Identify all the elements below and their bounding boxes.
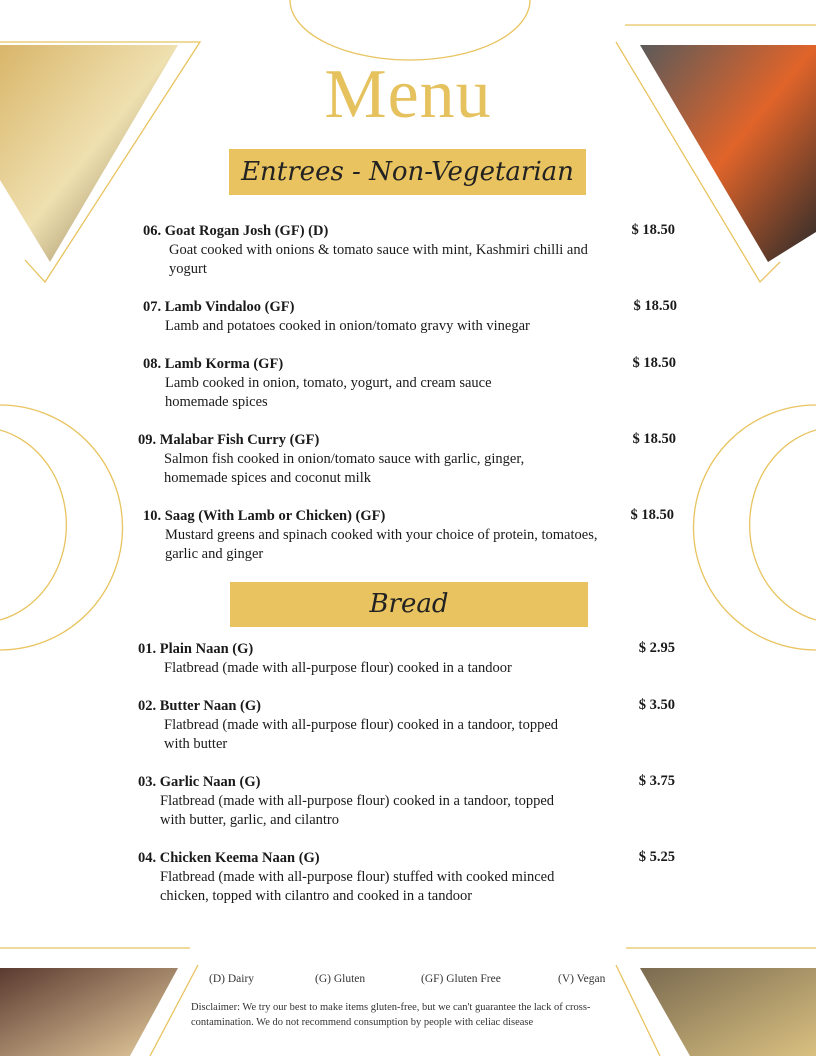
item-name: 08. Lamb Korma (GF) (143, 356, 284, 372)
legend-dairy: (D) Dairy (209, 973, 255, 985)
item-description: Flatbread (made with all-purpose flour) cooked in a tandoor, topped with butter, garlic, and cilantro (160, 793, 555, 828)
naan-photo-bottom-right (640, 968, 816, 1056)
item-name: 04. Chicken Keema Naan (G) (138, 850, 320, 866)
item-price: $ 3.50 (638, 697, 675, 713)
item-price: $ 3.75 (638, 773, 675, 789)
disclaimer: Disclaimer: We try our best to make items gluten-free, but we can't guarantee the lack of cross-contamination. We do not recommend consumption by people with celiac disease (191, 1002, 591, 1028)
item-name: 07. Lamb Vindaloo (GF) (143, 299, 295, 315)
item-description: Flatbread (made with all-purpose flour) cooked in a tandoor (164, 660, 512, 676)
item-price: $ 2.95 (638, 640, 675, 656)
item-description: Salmon fish cooked in onion/tomato sauce with garlic, ginger, homemade spices and coconut milk (164, 451, 525, 486)
item-price: $ 5.25 (638, 849, 675, 865)
item-price: $ 18.50 (630, 507, 674, 523)
item-price: $ 18.50 (632, 355, 676, 371)
menu-title: Menu (324, 56, 492, 133)
bread-photo-bottom-left (0, 968, 178, 1056)
legend-vegan: (V) Vegan (558, 973, 606, 985)
item-description: Lamb cooked in onion, tomato, yogurt, and cream sauce homemade spices (165, 375, 492, 410)
item-name: 03. Garlic Naan (G) (138, 774, 261, 790)
section-heading-bread: Bread (230, 582, 588, 627)
item-description: Mustard greens and spinach cooked with your choice of protein, tomatoes, garlic and ginger (165, 527, 598, 562)
item-description: Flatbread (made with all-purpose flour) stuffed with cooked minced chicken, topped with cilantro and cooked in a tandoor (160, 869, 555, 904)
item-price: $ 18.50 (632, 431, 676, 447)
item-name: 01. Plain Naan (G) (138, 641, 254, 657)
item-description: Flatbread (made with all-purpose flour) cooked in a tandoor, topped with butter (164, 717, 559, 752)
item-name: 10. Saag (With Lamb or Chicken) (GF) (143, 508, 386, 524)
item-name: 09. Malabar Fish Curry (GF) (138, 432, 320, 448)
item-description: Lamb and potatoes cooked in onion/tomato gravy with vinegar (165, 318, 530, 334)
legend-gluten: (G) Gluten (315, 973, 366, 985)
legend-gluten-free: (GF) Gluten Free (421, 973, 501, 985)
item-name: 06. Goat Rogan Josh (GF) (D) (143, 223, 329, 239)
item-price: $ 18.50 (631, 222, 675, 238)
section-heading-entrees: Entrees - Non-Vegetarian (229, 149, 586, 195)
item-price: $ 18.50 (633, 298, 677, 314)
item-description: Goat cooked with onions & tomato sauce with mint, Kashmiri chilli and yogurt (169, 242, 588, 277)
item-name: 02. Butter Naan (G) (138, 698, 261, 714)
